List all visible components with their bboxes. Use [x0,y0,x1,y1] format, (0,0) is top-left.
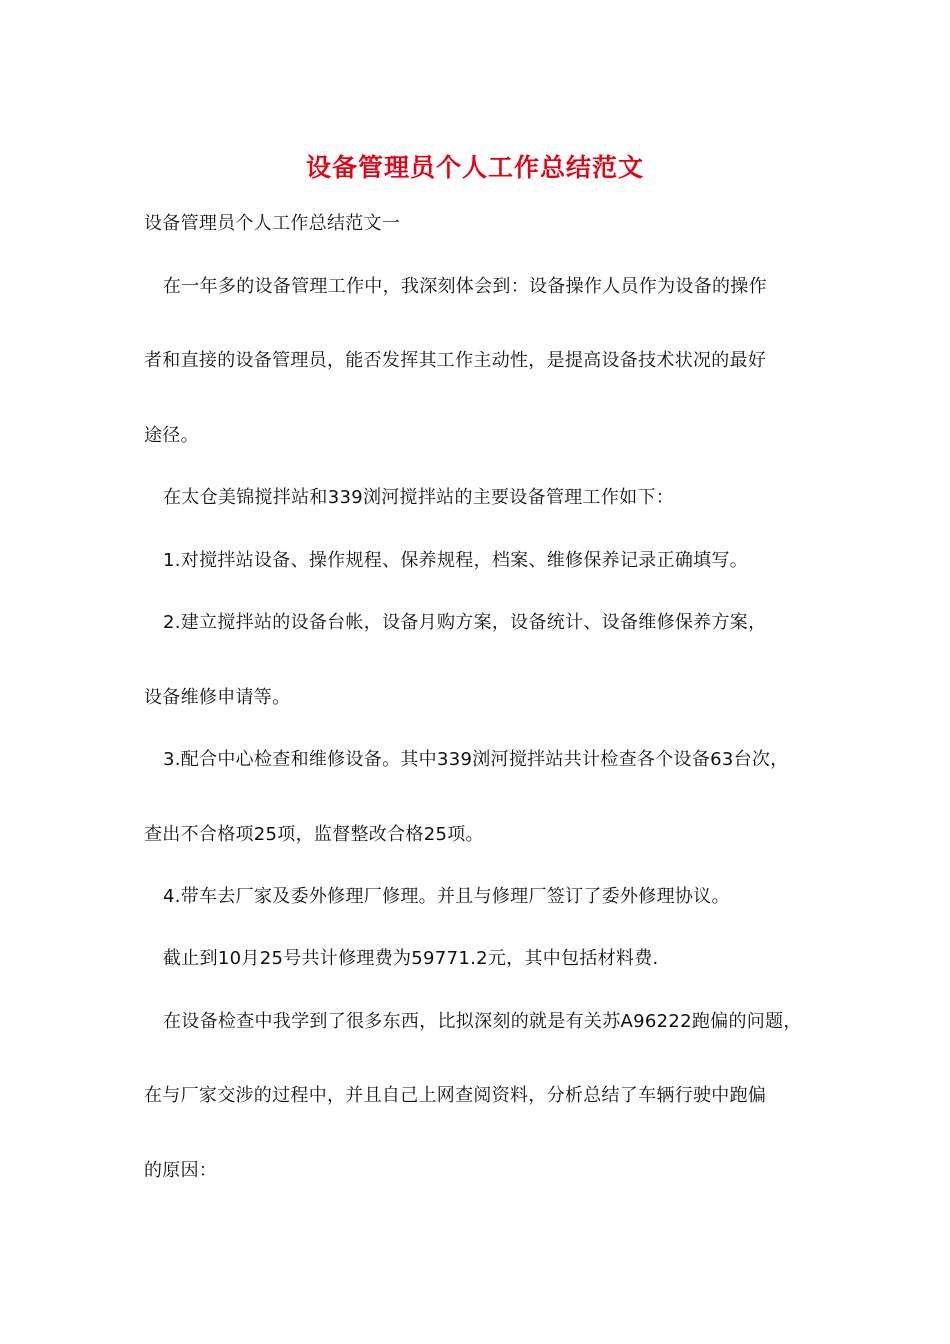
paragraph-line: 者和直接的设备管理员，能否发挥其工作主动性，是提高设备技术状况的最好 [144,350,767,371]
list-item: 4.带车去厂家及委外修理厂修理。并且与修理厂签订了委外修理协议。 [163,886,730,907]
paragraph-line: 在与厂家交涉的过程中，并且自己上网查阅资料，分析总结了车辆行驶中跑偏 [144,1085,767,1106]
paragraph-line: 截止到10月25号共计修理费为59771.2元，其中包括材料费. [163,948,659,969]
section-heading: 设备管理员个人工作总结范文一 [144,213,401,234]
paragraph-line: 在太仓美锦搅拌站和339浏河搅拌站的主要设备管理工作如下： [163,487,675,508]
paragraph-line: 在一年多的设备管理工作中，我深刻体会到：设备操作人员作为设备的操作 [163,276,767,297]
paragraph-line: 在设备检查中我学到了很多东西，比拟深刻的就是有关苏A96222跑偏的问题， [163,1011,802,1032]
paragraph-line: 途径。 [144,425,199,446]
list-item-continuation: 设备维修申请等。 [144,687,291,708]
list-item: 3.配合中心检查和维修设备。其中339浏河搅拌站共计检查各个设备63台次， [163,749,789,770]
list-item-continuation: 查出不合格项25项，监督整改合格25项。 [144,824,484,845]
paragraph-line: 的原因： [144,1160,218,1181]
list-item: 1.对搅拌站设备、操作规程、保养规程，档案、维修保养记录正确填写。 [163,550,749,571]
document-title: 设备管理员个人工作总结范文 [305,153,644,182]
list-item: 2.建立搅拌站的设备台帐，设备月购方案，设备统计、设备维修保养方案， [163,612,767,633]
